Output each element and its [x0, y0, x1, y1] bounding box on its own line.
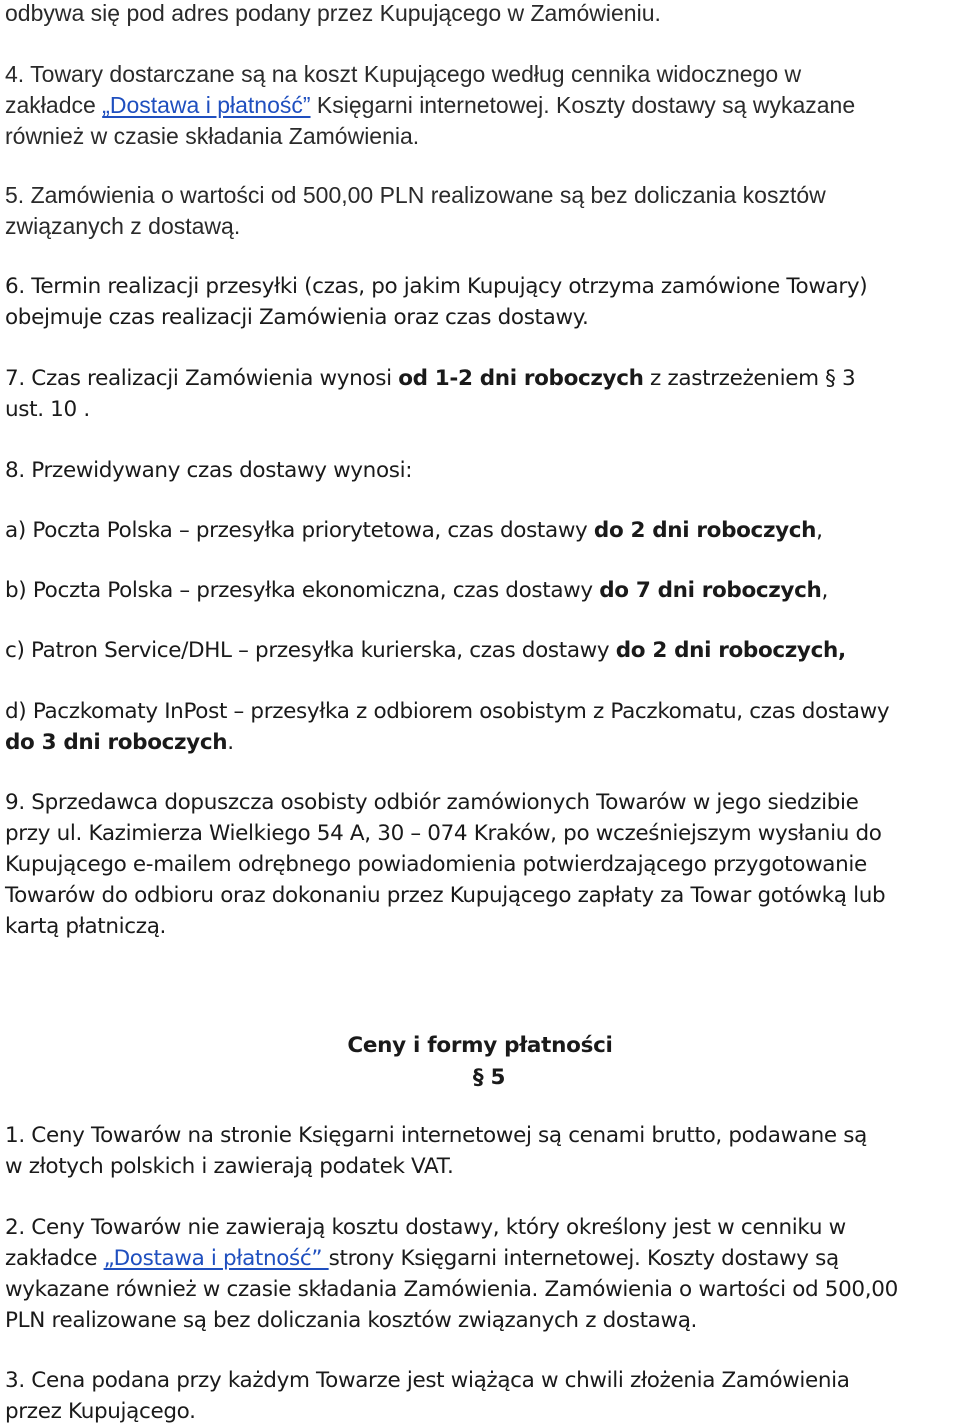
text-segment: 7. Czas realizacji Zamówienia wynosi [5, 366, 399, 391]
text-line [5, 575, 955, 606]
paragraph-3-tail [5, 0, 955, 29]
text-line: odbywa się pod adres podany przez Kupującego w Zamówieniu. [5, 0, 661, 26]
bold-segment: do 3 dni roboczych [5, 730, 228, 755]
text-line: również w czasie składania Zamówienia. [5, 123, 420, 149]
paragraph-7 [5, 363, 955, 425]
text-line: 6. Termin realizacji przesyłki (czas, po jakim Kupujący otrzyma zamówione Towary) [5, 274, 868, 299]
paragraph-5 [5, 180, 955, 242]
delivery-option-d [5, 696, 955, 758]
paragraph-9 [5, 787, 955, 942]
text-line: przy ul. Kazimierza Wielkiego 54 A, 30 – 074 Kraków, po wcześniejszym wysłaniu do [5, 821, 882, 846]
text-line: kartą płatniczą. [5, 914, 167, 939]
text-segment: . [227, 730, 234, 755]
section-sign: § 5 [472, 1065, 506, 1090]
text-segment: zakładce [5, 92, 103, 118]
text-segment: zakładce [5, 1246, 104, 1271]
text-line [5, 90, 955, 121]
text-segment: z zastrzeżeniem § 3 [643, 366, 856, 391]
text-line: 3. Cena podana przy każdym Towarze jest wiążąca w chwili złożenia Zamówienia [5, 1368, 850, 1393]
text-segment: Księgarni internetowej. Koszty dostawy są wykazane [310, 92, 856, 118]
text-segment: b) Poczta Polska – przesyłka ekonomiczna, czas dostawy [5, 578, 600, 603]
delivery-option-a [5, 515, 955, 546]
delivery-option-c [5, 635, 955, 666]
text-line: 8. Przewidywany czas dostawy wynosi: [5, 458, 413, 483]
text-line: Towarów do odbioru oraz dokonaniu przez Kupującego zapłaty za Towar gotówką lub [5, 883, 886, 908]
section-title: Ceny i formy płatności [347, 1033, 613, 1058]
text-line [5, 635, 955, 666]
text-line: przez Kupującego. [5, 1399, 196, 1424]
text-line: 1. Ceny Towarów na stronie Księgarni internetowej są cenami brutto, podawane są [5, 1123, 867, 1148]
delivery-payment-link[interactable]: „Dostawa i płatność” [103, 1246, 329, 1271]
price-paragraph-3 [5, 1365, 955, 1427]
text-line [5, 363, 955, 394]
delivery-option-b [5, 575, 955, 606]
text-segment: strony Księgarni internetowej. Koszty dostawy są [328, 1246, 839, 1271]
text-segment: c) Patron Service/DHL – przesyłka kurierska, czas dostawy [5, 638, 616, 663]
text-line: w złotych polskich i zawierają podatek VAT. [5, 1154, 454, 1179]
text-line: obejmuje czas realizacji Zamówienia oraz czas dostawy. [5, 305, 589, 330]
text-line: 4. Towary dostarczane są na koszt Kupującego według cennika widocznego w [5, 61, 802, 87]
section-number [5, 1062, 955, 1093]
text-line: PLN realizowane są bez doliczania kosztów związanych z dostawą. [5, 1308, 698, 1333]
text-segment: a) Poczta Polska – przesyłka priorytetowa, czas dostawy [5, 518, 594, 543]
text-line [5, 1243, 955, 1274]
bold-segment: do 2 dni roboczych [593, 518, 817, 543]
price-paragraph-1 [5, 1120, 955, 1182]
text-line: d) Paczkomaty InPost – przesyłka z odbiorem osobistym z Paczkomatu, czas dostawy [5, 699, 890, 724]
text-line [5, 515, 955, 546]
text-line: Kupującego e-mailem odrębnego powiadomienia potwierdzającego przygotowanie [5, 852, 867, 877]
paragraph-8 [5, 455, 955, 486]
price-paragraph-2 [5, 1212, 955, 1336]
paragraph-6 [5, 271, 955, 333]
bold-segment: od 1-2 dni roboczych [398, 366, 644, 391]
bold-segment: do 7 dni roboczych [599, 578, 822, 603]
text-line [5, 727, 955, 758]
text-segment: , [821, 578, 828, 603]
text-line: 2. Ceny Towarów nie zawierają kosztu dostawy, który określony jest w cenniku w [5, 1215, 846, 1240]
text-line: wykazane również w czasie składania Zamówienia. Zamówienia o wartości od 500,00 [5, 1277, 898, 1302]
text-line: 9. Sprzedawca dopuszcza osobisty odbiór zamówionych Towarów w jego siedzibie [5, 790, 859, 815]
text-segment: , [816, 518, 823, 543]
delivery-payment-link[interactable]: „Dostawa i płatność” [102, 92, 311, 118]
text-line: związanych z dostawą. [5, 213, 241, 239]
text-line: ust. 10 . [5, 397, 90, 422]
text-line: 5. Zamówienia o wartości od 500,00 PLN realizowane są bez doliczania kosztów [5, 182, 826, 208]
bold-segment: do 2 dni roboczych, [615, 638, 846, 663]
paragraph-4 [5, 59, 955, 152]
